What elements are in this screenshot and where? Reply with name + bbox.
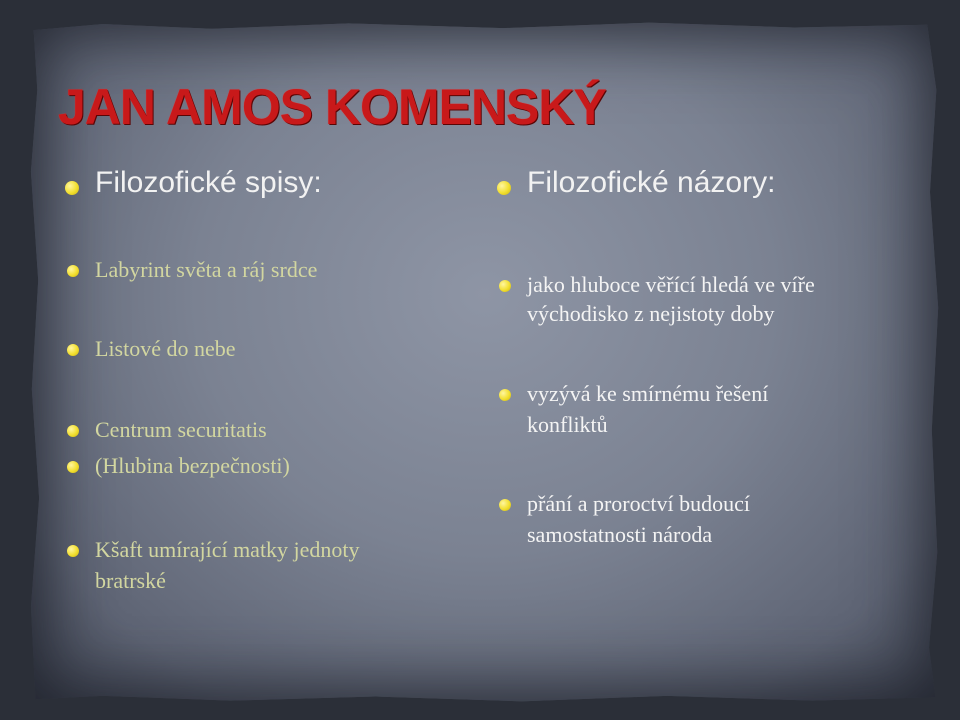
list-item: Labyrint světa a ráj srdce bbox=[95, 257, 318, 282]
bullet-icon bbox=[67, 344, 79, 356]
list-item: (Hlubina bezpečnosti) bbox=[95, 453, 290, 478]
bullet-icon bbox=[67, 461, 79, 473]
list-item: vyzývá ke smírnému řešení bbox=[527, 381, 769, 406]
list-item-continuation: samostatnosti národa bbox=[527, 522, 713, 547]
left-column-heading: Filozofické spisy: bbox=[95, 166, 322, 199]
list-item: Centrum securitatis bbox=[95, 417, 267, 442]
bullet-icon bbox=[67, 265, 79, 277]
bullet-icon bbox=[67, 425, 79, 437]
slide-title: JAN AMOS KOMENSKÝ bbox=[58, 79, 606, 135]
list-item-continuation: bratrské bbox=[95, 568, 166, 593]
list-item-continuation: východisko z nejistoty doby bbox=[527, 301, 775, 326]
bullet-icon bbox=[499, 499, 511, 511]
list-item: přání a proroctví budoucí bbox=[527, 491, 750, 516]
list-item: jako hluboce věřící hledá ve víře bbox=[527, 272, 815, 297]
right-column-heading: Filozofické názory: bbox=[527, 166, 776, 199]
list-item: Kšaft umírající matky jednoty bbox=[95, 537, 360, 562]
bullet-icon bbox=[499, 280, 511, 292]
bullet-icon bbox=[65, 181, 79, 195]
bullet-icon bbox=[67, 545, 79, 557]
bullet-icon bbox=[497, 181, 511, 195]
list-item-continuation: konfliktů bbox=[527, 412, 608, 437]
bullet-icon bbox=[499, 389, 511, 401]
list-item: Listové do nebe bbox=[95, 336, 236, 361]
